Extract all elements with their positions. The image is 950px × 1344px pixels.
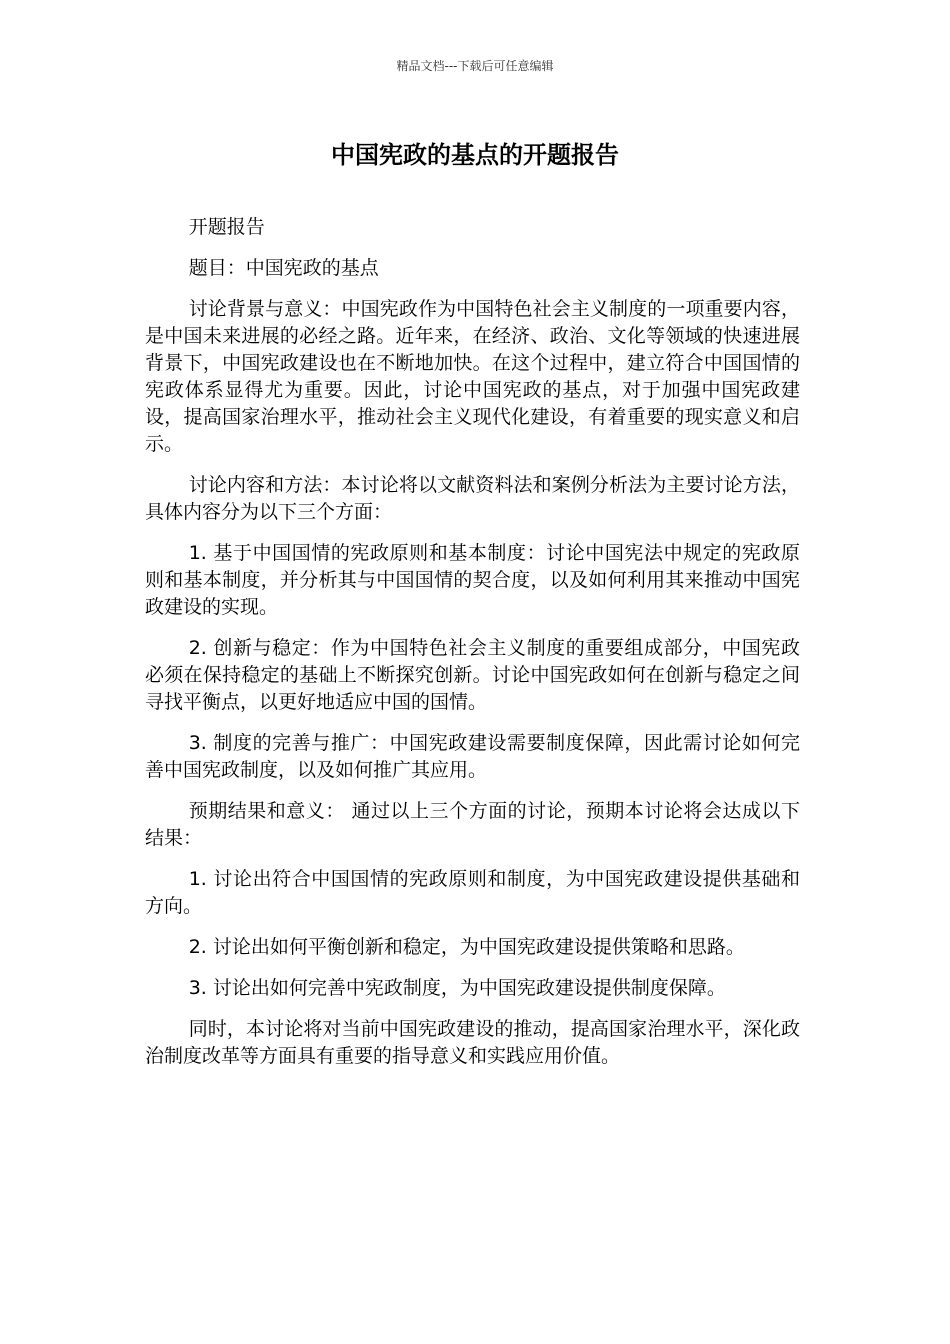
paragraph-expected-results: 预期结果和意义： 通过以上三个方面的讨论，预期本讨论将会达成以下结果：: [145, 800, 800, 849]
paragraph-result-2: 2. 讨论出如何平衡创新和稳定，为中国宪政建设提供策略和思路。: [188, 936, 745, 958]
paragraph-conclusion: 同时，本讨论将对当前中国宪政建设的推动，提高国家治理水平，深化政治制度改革等方面具有重要的指导意义和实践应用价值。: [145, 1018, 800, 1067]
paragraph-topic: 题目：中国宪政的基点: [188, 257, 379, 279]
paragraph-report-label: 开题报告: [188, 216, 265, 238]
paragraph-background: 讨论背景与意义：中国宪政作为中国特色社会主义制度的一项重要内容，是中国未来进展的必经之路。近年来，在经济、政治、文化等领域的快速进展背景下，中国宪政建设也在不断地加快。在这个过程中，建立符合中国国情的宪政体系显得尤为重要。因此，讨论中国宪政的基点，对于加强中国宪政建设，提高国家治理水平，推动社会主义现代化建设，有着重要的现实意义和启示。: [145, 298, 800, 455]
header-note: 精品文档---下载后可任意编辑: [396, 59, 554, 73]
paragraph-content-method: 讨论内容和方法：本讨论将以文献资料法和案例分析法为主要讨论方法，具体内容分为以下三个方面：: [145, 474, 800, 523]
paragraph-result-1: 1. 讨论出符合中国国情的宪政原则和制度，为中国宪政建设提供基础和方向。: [145, 868, 800, 917]
document-body: [145, 214, 800, 1084]
document-title: 中国宪政的基点的开题报告: [331, 141, 619, 169]
paragraph-item-3: 3. 制度的完善与推广：中国宪政建设需要制度保障，因此需讨论如何完善中国宪政制度，以及如何推广其应用。: [145, 732, 800, 781]
paragraph-result-3: 3. 讨论出如何完善中宪政制度，为中国宪政建设提供制度保障。: [188, 977, 726, 999]
paragraph-item-1: 1. 基于中国国情的宪政原则和基本制度：讨论中国宪法中规定的宪政原则和基本制度，并分析其与中国国情的契合度，以及如何利用其来推动中国宪政建设的实现。: [145, 542, 800, 618]
paragraph-item-2: 2. 创新与稳定：作为中国特色社会主义制度的重要组成部分，中国宪政必须在保持稳定的基础上不断探究创新。讨论中国宪政如何在创新与稳定之间寻找平衡点，以更好地适应中国的国情。: [145, 637, 800, 713]
